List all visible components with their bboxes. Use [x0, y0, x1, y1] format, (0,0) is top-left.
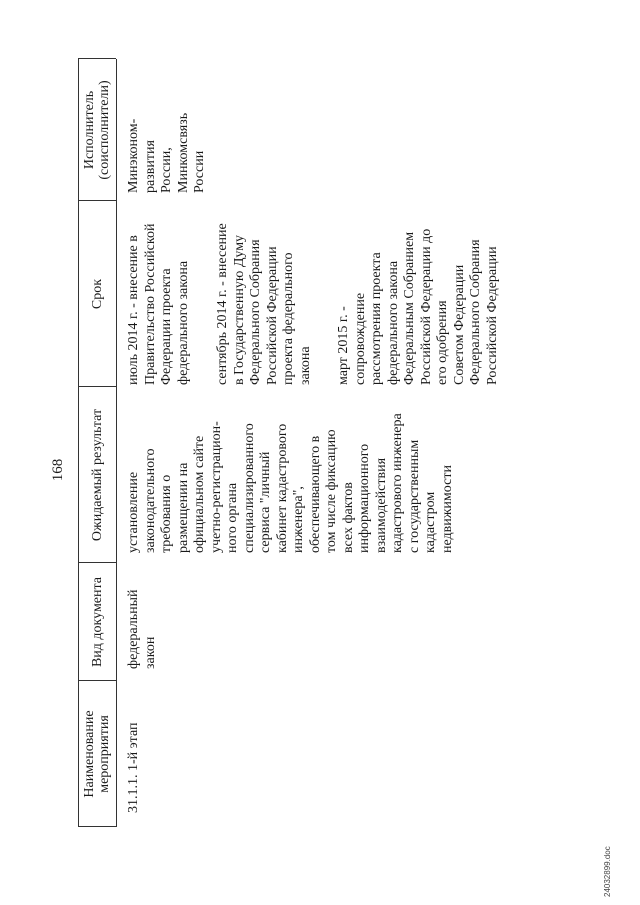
cell-doc-type: федеральный закон [126, 589, 158, 669]
header-name: Наименование мероприятия [82, 710, 112, 798]
cell-deadline-3: март 2015 г. - сопровождение рассмотрения проекта федерального закона Федеральным Собранием Российской Федерации до его одобрения Советом Федерации Федерального Собрания Российской Федерации [336, 228, 500, 385]
cell-deadline-1: июль 2014 г. - внесение в Правительство Российской Федерации проекта федерального закона [126, 223, 191, 385]
cell-deadline-2: сентябрь 2014 г. - внесение в Государственную Думу Федерального Собрания Российской Федерации проекта федерального закона [215, 223, 313, 385]
header-doc-type: Вид документа [89, 576, 105, 668]
cell-result: установление законодательного требования о размещении на официальном сайте учетно-регистрацион- ного органа специализированного сервиса "личный кабинет кадастрового инженера", обеспечивающего в том числе фиксацию всех фактов информационного взаимодействия кадастрового инженера с государственным кадастром недвижимости [126, 413, 455, 553]
rotated-sheet [0, 35, 640, 905]
header-bottom-border [116, 59, 117, 827]
cell-executor: Минэконом- развития России, Минкомсвязь России [126, 112, 207, 193]
cell-name: 31.1.1. 1-й этап [126, 722, 141, 813]
header-deadline: Срок [89, 278, 105, 310]
header-executor: Исполнитель (соисполнители) [82, 80, 112, 180]
header-result: Ожидаемый результат [89, 408, 105, 542]
document-id: 24032899.doc [603, 846, 612, 897]
page-number: 168 [50, 458, 66, 482]
